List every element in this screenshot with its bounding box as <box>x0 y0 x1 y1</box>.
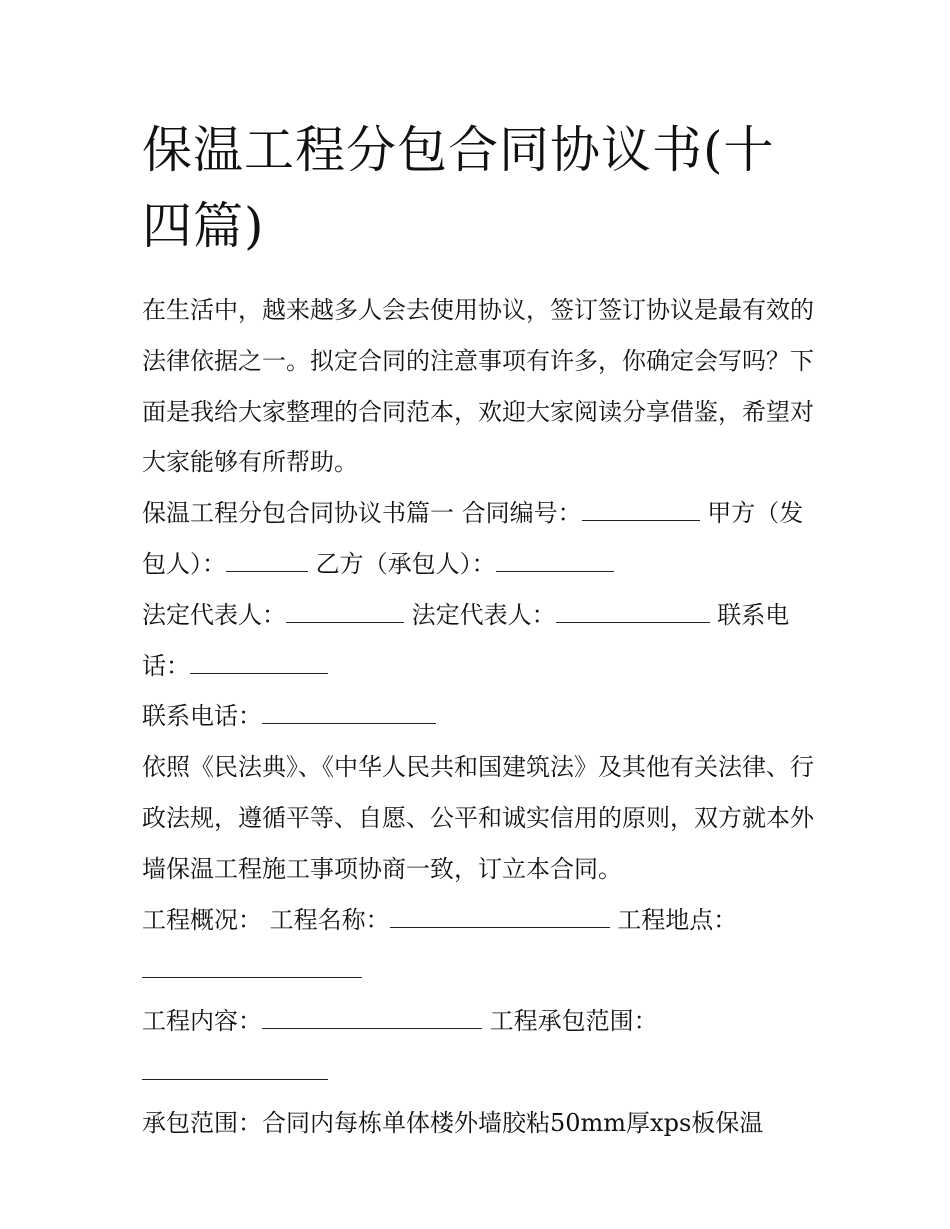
project-content-label: 工程内容： <box>142 1007 262 1036</box>
phone-b-label: 联系电话： <box>142 702 262 731</box>
basis-paragraph: 依照《民法典》、《中华人民共和国建筑法》及其他有关法律、行政法规，遵循平等、自愿、公平和诚实信用的原则，双方就本外墙保温工程施工事项协商一致，订立本合同。 <box>142 753 814 883</box>
project-scope-blank <box>142 1059 328 1080</box>
project-location-blank <box>142 957 362 978</box>
party-b-label: 乙方（承包人）： <box>315 549 496 578</box>
project-name-label: 工程名称： <box>269 905 390 934</box>
representative-paragraph <box>142 590 822 692</box>
rep-a-label: 法定代表人： <box>142 600 286 629</box>
document-page <box>142 112 822 1149</box>
project-content-blank <box>262 1008 482 1029</box>
project-location-label: 工程地点： <box>617 905 738 934</box>
phone-a-blank <box>190 653 328 674</box>
rep-b-label: 法定代表人： <box>411 600 556 629</box>
phone-b-blank <box>262 703 436 724</box>
party-a-blank <box>226 551 308 572</box>
content-paragraph <box>142 996 822 1098</box>
intro-paragraph: 在生活中，越来越多人会去使用协议，签订签订协议是最有效的法律依据之一。拟定合同的注意事项有许多，你确定会写吗？下面是我给大家整理的合同范本，欢迎大家阅读分享借鉴，希望对大家能够有所帮助。 <box>142 296 814 477</box>
phone-a-label: 联系电话： <box>142 600 790 680</box>
party-b-blank <box>496 551 614 572</box>
rep-a-blank <box>286 602 404 623</box>
project-name-blank <box>390 907 610 928</box>
rep-b-blank <box>556 602 710 623</box>
phone-paragraph <box>142 691 822 742</box>
document-title: 保温工程分包合同协议书(十四篇) <box>142 121 775 255</box>
scope-paragraph: 承包范围：合同内每栋单体楼外墙胶粘50mm厚xps板保温 <box>142 1108 764 1137</box>
contract-header-paragraph <box>142 488 822 590</box>
project-scope-label: 工程承包范围： <box>489 1007 658 1036</box>
overview-paragraph <box>142 895 822 997</box>
section-heading: 保温工程分包合同协议书篇一 合同编号： <box>142 499 582 528</box>
contract-number-blank <box>582 500 700 521</box>
party-a-label: 甲方（发包人）： <box>142 499 804 578</box>
overview-label: 工程概况： <box>142 905 262 934</box>
